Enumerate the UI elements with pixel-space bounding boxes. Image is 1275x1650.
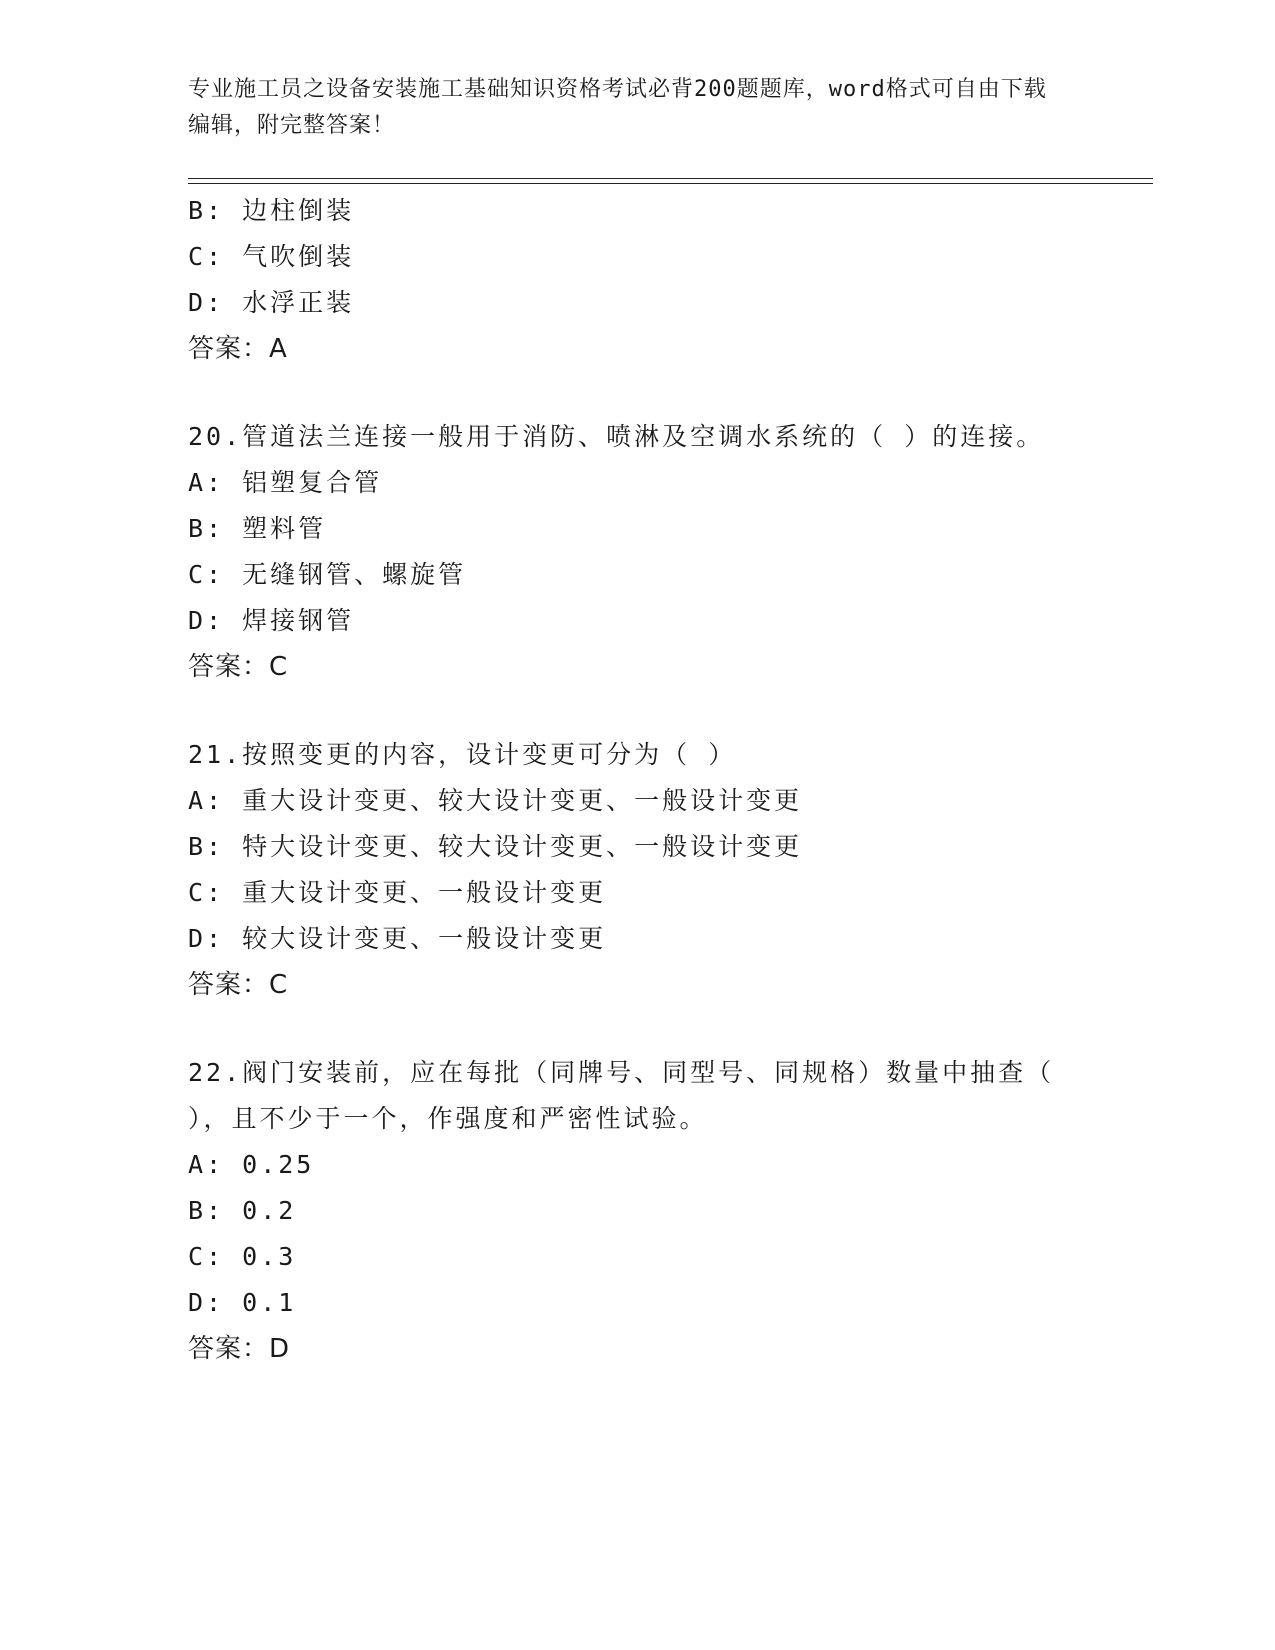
- option-c: C: 无缝钢管、螺旋管: [188, 560, 467, 589]
- option-d: D: 较大设计变更、一般设计变更: [188, 924, 607, 953]
- option-b: B: 特大设计变更、较大设计变更、一般设计变更: [188, 832, 803, 861]
- option-c: C: 重大设计变更、一般设计变更: [188, 878, 607, 907]
- option-d: D: 水浮正装: [188, 288, 355, 317]
- option-b: B: 0.2: [188, 1196, 297, 1225]
- question-text: 21.按照变更的内容，设计变更可分为（ ）: [188, 740, 737, 769]
- answer-line: 答案：C: [188, 970, 289, 1000]
- spacer: [188, 690, 1088, 732]
- spacer: [188, 1008, 1088, 1050]
- spacer: [188, 372, 1088, 414]
- question-text: 20.管道法兰连接一般用于消防、喷淋及空调水系统的（ ）的连接。: [188, 422, 1045, 451]
- header-divider: [188, 178, 1153, 184]
- document-title: 专业施工员之设备安装施工基础知识资格考试必背200题题库，word格式可自由下载编辑，附完整答案！: [188, 77, 1047, 138]
- option-c: C: 气吹倒装: [188, 242, 355, 271]
- option-a: A: 重大设计变更、较大设计变更、一般设计变更: [188, 786, 803, 815]
- question-text: 22.阀门安装前，应在每批（同牌号、同型号、同规格）数量中抽查（ ），且不少于一个，作强度和严密性试验。: [188, 1058, 1055, 1133]
- option-a: A: 0.25: [188, 1150, 315, 1179]
- option-b: B: 边柱倒装: [188, 196, 355, 225]
- question-block-20: [188, 414, 1088, 690]
- question-list: [188, 188, 1088, 1372]
- option-c: C: 0.3: [188, 1242, 297, 1271]
- answer-line: 答案：D: [188, 1334, 291, 1364]
- option-d: D: 焊接钢管: [188, 606, 355, 635]
- question-block-22: [188, 1050, 1088, 1372]
- answer-line: 答案：C: [188, 652, 289, 682]
- question-block-21: [188, 732, 1088, 1008]
- option-d: D: 0.1: [188, 1288, 297, 1317]
- answer-line: 答案：A: [188, 334, 288, 364]
- option-a: A: 铝塑复合管: [188, 468, 383, 497]
- document-header: [188, 72, 1068, 144]
- question-block-prev: [188, 188, 1088, 372]
- option-b: B: 塑料管: [188, 514, 327, 543]
